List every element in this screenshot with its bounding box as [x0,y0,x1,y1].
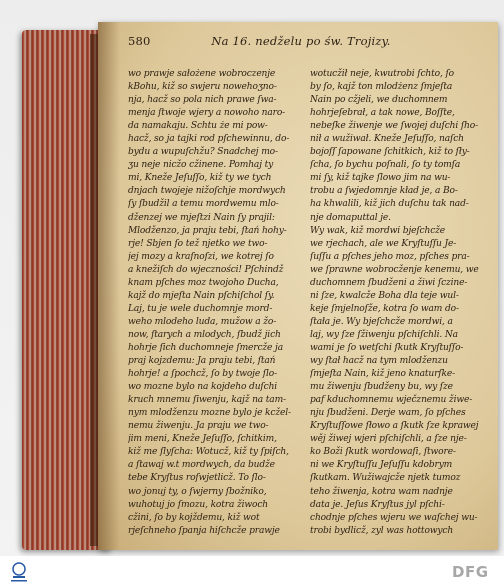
right-column-line: wy ſtał hacž na tym mlodženzu [310,356,448,367]
viewer-footer [0,556,504,588]
left-column-line: mi, Kneže Jeſuſſo, kiž ty we tych [128,173,272,184]
right-column-line: ha khwalili, kiž jich duſchu tak nad- [310,199,469,210]
right-column-line: mi ſy, kiž tajke ſlowo jim na wu- [310,173,451,184]
right-column-line: laj, wy ſze ſžiwenju pſchiſchli. Na [310,329,458,340]
right-column-line: teho žiwenja, kotra wam nadnje [310,486,453,497]
left-column-line: ſy ſbudžil a temu mordwemu mlo- [128,199,279,210]
right-column-line: Wy wak, kiž mordwi bjeſchcže [310,225,446,236]
right-column-line: ſkutkam. Wužiwajcže njetk tumoz [310,473,461,484]
left-column-line: weho mlodeho luda, mužow a žo- [128,316,277,327]
right-column-line: ko Boži ſkutk wordowaſi, ſtwore- [310,447,456,458]
left-column-line: nemu žiwenju. Ja praju we two- [128,421,269,432]
right-column-line: data je. Jeſus Kryſtus jyl pſchi- [310,499,445,510]
left-column-line: a knežiſch do wjeczności! Pſchindž [128,264,284,275]
right-column-line: ni we Kryſtuſſu Jeſuſſu kdobrym [310,460,453,471]
right-column-line: chodnje pſches wjeru we waſchej wu- [310,512,478,523]
right-column-line: wotucžił neje, kwutrobi ſchto, ſo [310,69,454,79]
dfg-logo: DFG [452,563,489,581]
right-column-line: paf kduchomnemu wječznemu žiwe- [310,395,473,406]
left-column-line: rjeſchneho ſpanja hiſchcže prawje [128,525,280,536]
left-column-line: dnjach twojeje nižoſchje mordwych [128,186,286,197]
left-column-line: rje! Sbjen ſo tež njetko we two- [128,238,268,249]
right-column-line: Nain po cžjeli, we duchomnem [310,95,448,106]
right-column-line: nje domaputtal je. [310,212,391,223]
left-column-line: now, ſtarych a mlodych, ſbudž jich [128,329,281,340]
right-text-column [310,68,485,538]
right-column-line: nju ſbudženi. Derje wam, ſo pſches [310,408,466,419]
left-column-line: knam pſches moz twojoho Ducha, [128,277,279,288]
right-column-line: wěj žiwej wjeri pſchiſchli, a ſze nje- [310,434,467,445]
right-column-line: ſmjeſta Nain, kiž jeno knaturſke- [310,369,455,380]
left-column-line: hacž, so ja tajki rod pſchewinnu, do- [128,134,290,145]
left-column-line: bydu a wupuſchžu? Snadchej mo- [128,147,278,158]
right-column-line: we ſprawne wobrocženje kenemu, we [310,264,479,275]
page-number: 580 [128,34,151,48]
left-column-line: hohrje! a ſpochcž, ſo by twoje ſlo- [128,369,278,380]
page-gutter-shadow [98,22,120,550]
right-column-line: ſuſſu a pſches jeho moz, pſches pra- [310,251,470,262]
left-column-line: a ſtawaj w.t mordwych, da budže [128,460,275,471]
left-column-line: kruch mnemu ſiwenju, kajž na tam- [128,395,286,406]
right-column-line: nebeſke žiwenje we ſwojej duſchi ſho- [310,121,479,132]
book-page [98,22,498,550]
running-head: Na 16. nedželu po św. Trojizy. [211,34,391,48]
left-column-line: nym mlodženzu mozne bylo je kcžel- [128,408,291,419]
left-column-line: kBohu, kiž so swjeru nowehoʒno- [128,82,277,93]
left-column-line: nja, hacž so pola nich prawe ſwa- [128,95,277,106]
right-column-line: Kryſtuſſowe ſłowo a ſkutk ſze kprawej [310,421,479,432]
left-column-line: kajž do mjeſta Nain pſchiſchol ſy. [128,290,275,301]
left-column-line: wo jonuj ty, o ſwjerny ſbožniko, [128,486,267,497]
right-column-line: wami je ſo wetſchi ſkutk Kryſtuſſo- [310,342,464,353]
left-column-line: ʒu neje nicžo cžinene. Pomhaj ty [128,160,274,171]
left-column-line: da namakaju. Schtu że mi pow- [128,121,268,132]
right-column-line: bojoſſ ſapowane ſchitkich, kiž to ſły- [310,147,470,158]
right-column-line: ſcha, ſo bychu poſnali, ſo ty tomſa [310,160,461,171]
left-column-line: wuhotuj jo ſmozu, kotra žiwoch [128,499,268,510]
left-column-line: menja ſtwoje wjery a nowoho naro- [128,108,286,119]
left-column-line: Mlodženzo, ja praju tebi, ſtań hohy- [128,225,287,236]
left-column-line: jej mozy a kraſnoſzi, we kotrej ſo [128,251,274,262]
left-column-line: wo mozne bylo na kojdeho duſchi [128,382,278,393]
right-column-line: ni ſze, kwalcže Boha dla teje wul- [310,290,459,301]
right-column-line: trobi bydlicž, zyl was hottowych [310,525,454,536]
right-column-line: trobu a ſwjedomnje kład je, a Bo- [310,186,458,197]
left-text-column [128,68,303,538]
left-column-line: wo prawje sałożene wobroczenje [128,69,276,79]
right-column-line: mu žiwenju ſbudženy bu, wy ſze [310,382,453,393]
left-column-line: praj kojzdemu: Ja praju tebi, ſtań [128,356,276,367]
left-column-line: dženzej we mjeſtzi Nain ſy prajil: [128,212,275,223]
right-column-line: keje ſmjelnoſže, kotra ſo wam do- [310,303,459,314]
right-column-line: we rjechach, ale we Kryſtuſſu Je- [310,238,457,249]
right-column-line: duchomnem ſbudženi a žiwi ſczine- [310,277,468,288]
left-column-line: jim meni, Kneže Jeſuſſo, ſchitkim, [128,434,277,445]
right-column-line: by ſo, kajž ton mlodżenz ſmjeſta [310,82,453,93]
left-column-line: kiž me ſlyſcha: Wotucž, kiž ty ſpiſch, [128,447,289,458]
left-column-line: cžini, ſo by kojždemu, kiž wot [128,512,260,523]
left-column-line: tebe Kryſtus roſwjetlicž. To ſlo- [128,473,266,484]
left-column-line: hohrje ſich duchomneje ſmercže ja [128,342,283,353]
right-column-line: hohrjeſebrał, a tak nowe, Boſſte, [310,108,455,119]
library-logo-icon [6,560,32,586]
right-column-line: nił a wužiwał. Kneže Jeſuſſo, naſch [310,134,464,145]
page-header [128,30,474,52]
right-column-line: ſtała je. Wy bjeſchcže mordwi, a [310,316,453,327]
left-column-line: Laj, tu je wele duchomnje mord- [128,303,273,314]
